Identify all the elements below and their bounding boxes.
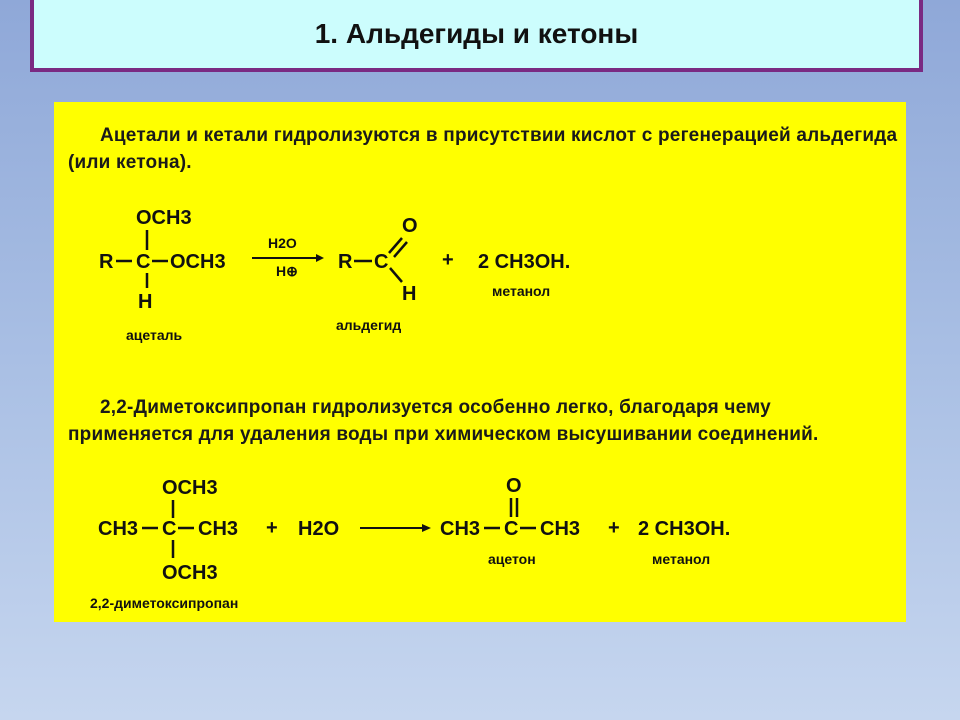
reaction-2-plus-1: + bbox=[266, 517, 278, 539]
reaction-2 bbox=[90, 475, 730, 611]
reaction-1-plus: + bbox=[442, 249, 454, 271]
reaction-2-arrowhead bbox=[422, 524, 431, 532]
acetal-label: ацеталь bbox=[126, 327, 183, 343]
aldehyde-h: H bbox=[402, 283, 417, 305]
reaction-2-product-label: метанол bbox=[652, 551, 711, 567]
aldehyde-c: C bbox=[374, 251, 389, 273]
acetal-right-group: OCH3 bbox=[170, 251, 226, 273]
acetone-label: ацетон bbox=[488, 551, 536, 567]
aldehyde-r: R bbox=[338, 251, 353, 273]
dmp-center-c: C bbox=[162, 518, 177, 540]
dmp-label: 2,2-диметоксипропан bbox=[90, 595, 239, 611]
acetal-top-group: OCH3 bbox=[136, 207, 192, 229]
acetal-r: R bbox=[99, 251, 114, 273]
arrow-top-reagent: H2O bbox=[268, 235, 297, 251]
acetone-c: C bbox=[504, 518, 519, 540]
dmp-top-group: OCH3 bbox=[162, 477, 218, 499]
reaction-2-water: H2O bbox=[298, 518, 340, 540]
slide-title: 1. Альдегиды и кетоны bbox=[314, 18, 639, 49]
paragraph-dimethoxypropane: 2,2-Диметоксипропан гидролизуется особенно легко, благодаря чему применяется для удаления воды при химическом высушивании соединений. bbox=[68, 397, 819, 445]
acetal-bottom-h: H bbox=[138, 291, 153, 313]
reaction-2-product: 2 CH3OH. bbox=[638, 518, 731, 540]
dmp-right-group: CH3 bbox=[198, 518, 239, 540]
acetal-c: C bbox=[136, 251, 151, 273]
arrow-bottom-catalyst: H⊕ bbox=[276, 263, 298, 279]
acetone-left-group: CH3 bbox=[440, 518, 481, 540]
content-panel bbox=[54, 102, 906, 622]
paragraph-acetal-hydrolysis: Ацетали и кетали гидролизуются в присутствии кислот с регенерацией альдегида (или кетона). bbox=[68, 125, 898, 173]
title-box bbox=[30, 0, 923, 72]
acetone-right-group: CH3 bbox=[540, 518, 581, 540]
reactions-diagram bbox=[54, 102, 906, 622]
dmp-bottom-group: OCH3 bbox=[162, 562, 218, 584]
dmp-left-group: CH3 bbox=[98, 518, 139, 540]
reaction-1-product-label: метанол bbox=[492, 283, 551, 299]
aldehyde-bond-h bbox=[390, 268, 402, 282]
reaction-1 bbox=[99, 207, 570, 343]
aldehyde-o: O bbox=[402, 215, 418, 237]
reaction-1-arrowhead bbox=[316, 254, 324, 262]
acetone-o: O bbox=[506, 475, 522, 497]
reaction-2-plus-2: + bbox=[608, 517, 620, 539]
reaction-1-product: 2 CH3OH. bbox=[478, 251, 571, 273]
aldehyde-label: альдегид bbox=[336, 317, 402, 333]
